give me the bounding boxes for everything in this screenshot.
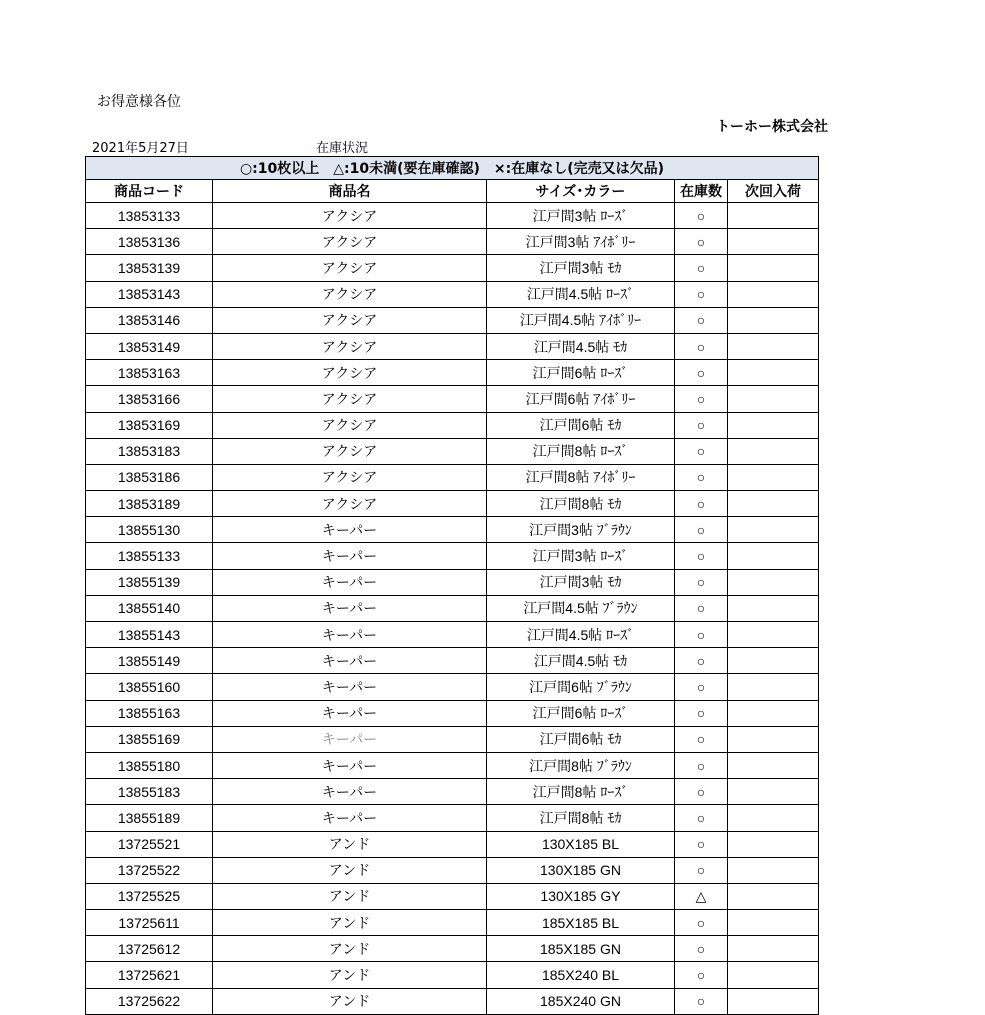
next-arrival-cell bbox=[728, 674, 819, 700]
product-name-cell: キーパー bbox=[213, 726, 487, 752]
size-color-cell: 江戸間4.5帖 ﾌﾞﾗｳﾝ bbox=[487, 595, 675, 621]
product-code-cell: 13855160 bbox=[86, 674, 213, 700]
next-arrival-cell bbox=[728, 726, 819, 752]
next-arrival-cell bbox=[728, 543, 819, 569]
stock-status-cell: ○ bbox=[675, 491, 728, 517]
table-row bbox=[86, 333, 819, 359]
stock-status-cell: ○ bbox=[675, 438, 728, 464]
product-name-cell: キーパー bbox=[213, 648, 487, 674]
next-arrival-cell bbox=[728, 700, 819, 726]
product-name-cell: アクシア bbox=[213, 281, 487, 307]
size-color-cell: 江戸間6帖 ﾛｰｽﾞ bbox=[487, 360, 675, 386]
table-row bbox=[86, 360, 819, 386]
stock-status-cell: ○ bbox=[675, 333, 728, 359]
stock-status-cell: ○ bbox=[675, 805, 728, 831]
product-code-cell: 13855163 bbox=[86, 700, 213, 726]
table-row bbox=[86, 595, 819, 621]
product-name-cell: アクシア bbox=[213, 203, 487, 229]
product-name-cell: アクシア bbox=[213, 464, 487, 490]
product-name-cell: キーパー bbox=[213, 543, 487, 569]
size-color-cell: 江戸間3帖 ﾌﾞﾗｳﾝ bbox=[487, 517, 675, 543]
next-arrival-cell bbox=[728, 203, 819, 229]
next-arrival-cell bbox=[728, 517, 819, 543]
next-arrival-cell bbox=[728, 307, 819, 333]
product-name-cell: アクシア bbox=[213, 229, 487, 255]
product-name-cell: キーパー bbox=[213, 622, 487, 648]
column-header-code: 商品コード bbox=[86, 180, 213, 203]
product-name-cell: アクシア bbox=[213, 386, 487, 412]
product-name-cell: キーパー bbox=[213, 569, 487, 595]
product-code-cell: 13725522 bbox=[86, 857, 213, 883]
product-name-cell: アンド bbox=[213, 936, 487, 962]
next-arrival-cell bbox=[728, 595, 819, 621]
product-name-cell: アンド bbox=[213, 988, 487, 1014]
product-code-cell: 13853136 bbox=[86, 229, 213, 255]
next-arrival-cell bbox=[728, 255, 819, 281]
product-code-cell: 13853139 bbox=[86, 255, 213, 281]
product-code-cell: 13853169 bbox=[86, 412, 213, 438]
table-row bbox=[86, 962, 819, 988]
table-row bbox=[86, 622, 819, 648]
table-row bbox=[86, 857, 819, 883]
stock-status-cell: ○ bbox=[675, 674, 728, 700]
size-color-cell: 江戸間6帖 ﾌﾞﾗｳﾝ bbox=[487, 674, 675, 700]
product-name-cell: キーパー bbox=[213, 805, 487, 831]
product-code-cell: 13853186 bbox=[86, 464, 213, 490]
product-name-cell: キーパー bbox=[213, 700, 487, 726]
product-name-cell: アクシア bbox=[213, 255, 487, 281]
company-name: トーホー株式会社 bbox=[716, 119, 828, 135]
product-code-cell: 13853133 bbox=[86, 203, 213, 229]
next-arrival-cell bbox=[728, 779, 819, 805]
stock-status-cell: ○ bbox=[675, 595, 728, 621]
product-name-cell: キーパー bbox=[213, 752, 487, 778]
size-color-cell: 185X185 GN bbox=[487, 936, 675, 962]
product-name-cell: キーパー bbox=[213, 674, 487, 700]
next-arrival-cell bbox=[728, 438, 819, 464]
product-code-cell: 13855183 bbox=[86, 779, 213, 805]
column-header-next-arrival: 次回入荷 bbox=[728, 180, 819, 203]
size-color-cell: 130X185 GN bbox=[487, 857, 675, 883]
stock-status-cell: ○ bbox=[675, 229, 728, 255]
next-arrival-cell bbox=[728, 857, 819, 883]
table-row bbox=[86, 779, 819, 805]
size-color-cell: 江戸間6帖 ｱｲﾎﾞﾘｰ bbox=[487, 386, 675, 412]
next-arrival-cell bbox=[728, 333, 819, 359]
product-name-cell: アンド bbox=[213, 883, 487, 909]
stock-status-cell: ○ bbox=[675, 988, 728, 1014]
next-arrival-cell bbox=[728, 412, 819, 438]
size-color-cell: 130X185 GY bbox=[487, 883, 675, 909]
size-color-cell: 江戸間3帖 ﾓｶ bbox=[487, 255, 675, 281]
size-color-cell: 江戸間3帖 ﾛｰｽﾞ bbox=[487, 203, 675, 229]
stock-status-cell: ○ bbox=[675, 752, 728, 778]
table-row bbox=[86, 831, 819, 857]
next-arrival-cell bbox=[728, 883, 819, 909]
stock-status-cell: ○ bbox=[675, 517, 728, 543]
product-code-cell: 13853149 bbox=[86, 333, 213, 359]
product-name-cell: アンド bbox=[213, 962, 487, 988]
product-name-cell: キーパー bbox=[213, 779, 487, 805]
next-arrival-cell bbox=[728, 648, 819, 674]
stock-status-cell: ○ bbox=[675, 464, 728, 490]
next-arrival-cell bbox=[728, 386, 819, 412]
next-arrival-cell bbox=[728, 622, 819, 648]
greeting-text: お得意様各位 bbox=[97, 94, 181, 110]
product-code-cell: 13855143 bbox=[86, 622, 213, 648]
next-arrival-cell bbox=[728, 831, 819, 857]
stock-status-cell: △ bbox=[675, 883, 728, 909]
size-color-cell: 江戸間3帖 ﾓｶ bbox=[487, 569, 675, 595]
next-arrival-cell bbox=[728, 360, 819, 386]
table-row bbox=[86, 883, 819, 909]
table-row bbox=[86, 412, 819, 438]
table-row bbox=[86, 936, 819, 962]
table-row bbox=[86, 752, 819, 778]
stock-status-cell: ○ bbox=[675, 910, 728, 936]
table-row bbox=[86, 674, 819, 700]
size-color-cell: 江戸間4.5帖 ｱｲﾎﾞﾘｰ bbox=[487, 307, 675, 333]
next-arrival-cell bbox=[728, 910, 819, 936]
size-color-cell: 130X185 BL bbox=[487, 831, 675, 857]
product-name-cell: アンド bbox=[213, 831, 487, 857]
size-color-cell: 江戸間3帖 ﾛｰｽﾞ bbox=[487, 543, 675, 569]
product-code-cell: 13725525 bbox=[86, 883, 213, 909]
table-row bbox=[86, 910, 819, 936]
column-header-name: 商品名 bbox=[213, 180, 487, 203]
stock-status-cell: ○ bbox=[675, 648, 728, 674]
table-row bbox=[86, 464, 819, 490]
stock-status-cell: ○ bbox=[675, 831, 728, 857]
size-color-cell: 江戸間4.5帖 ﾛｰｽﾞ bbox=[487, 281, 675, 307]
legend-row bbox=[86, 157, 819, 180]
report-date: 2021年5月27日 bbox=[92, 141, 189, 156]
table-row bbox=[86, 805, 819, 831]
product-code-cell: 13725621 bbox=[86, 962, 213, 988]
column-header-size-color: サイズ･カラー bbox=[487, 180, 675, 203]
stock-status-cell: ○ bbox=[675, 936, 728, 962]
size-color-cell: 江戸間3帖 ｱｲﾎﾞﾘｰ bbox=[487, 229, 675, 255]
table-row bbox=[86, 517, 819, 543]
next-arrival-cell bbox=[728, 464, 819, 490]
product-code-cell: 13855140 bbox=[86, 595, 213, 621]
product-code-cell: 13855180 bbox=[86, 752, 213, 778]
column-header-stock: 在庫数 bbox=[675, 180, 728, 203]
stock-status-cell: ○ bbox=[675, 779, 728, 805]
next-arrival-cell bbox=[728, 491, 819, 517]
stock-status-cell: ○ bbox=[675, 307, 728, 333]
product-code-cell: 13853146 bbox=[86, 307, 213, 333]
stock-table bbox=[85, 156, 819, 1015]
next-arrival-cell bbox=[728, 936, 819, 962]
product-name-cell: キーパー bbox=[213, 517, 487, 543]
stock-status-cell: ○ bbox=[675, 857, 728, 883]
size-color-cell: 江戸間8帖 ﾛｰｽﾞ bbox=[487, 438, 675, 464]
table-row bbox=[86, 281, 819, 307]
product-name-cell: アクシア bbox=[213, 360, 487, 386]
report-title: 在庫状況 bbox=[316, 141, 369, 156]
stock-status-cell: ○ bbox=[675, 255, 728, 281]
size-color-cell: 江戸間4.5帖 ﾓｶ bbox=[487, 648, 675, 674]
size-color-cell: 江戸間6帖 ﾓｶ bbox=[487, 726, 675, 752]
table-row bbox=[86, 229, 819, 255]
product-name-cell: アクシア bbox=[213, 307, 487, 333]
next-arrival-cell bbox=[728, 229, 819, 255]
product-code-cell: 13725622 bbox=[86, 988, 213, 1014]
next-arrival-cell bbox=[728, 962, 819, 988]
product-code-cell: 13725521 bbox=[86, 831, 213, 857]
stock-status-cell: ○ bbox=[675, 360, 728, 386]
next-arrival-cell bbox=[728, 281, 819, 307]
size-color-cell: 江戸間8帖 ﾓｶ bbox=[487, 805, 675, 831]
stock-status-cell: ○ bbox=[675, 386, 728, 412]
table-row bbox=[86, 203, 819, 229]
product-code-cell: 13855189 bbox=[86, 805, 213, 831]
product-code-cell: 13855130 bbox=[86, 517, 213, 543]
stock-status-cell: ○ bbox=[675, 281, 728, 307]
size-color-cell: 江戸間4.5帖 ﾛｰｽﾞ bbox=[487, 622, 675, 648]
table-row bbox=[86, 386, 819, 412]
table-row bbox=[86, 700, 819, 726]
next-arrival-cell bbox=[728, 805, 819, 831]
stock-status-cell: ○ bbox=[675, 622, 728, 648]
product-name-cell: アクシア bbox=[213, 491, 487, 517]
legend-text: ○:10枚以上 △:10未満(要在庫確認) ×:在庫なし(完売又は欠品) bbox=[86, 157, 819, 180]
size-color-cell: 江戸間6帖 ﾛｰｽﾞ bbox=[487, 700, 675, 726]
size-color-cell: 江戸間8帖 ﾌﾞﾗｳﾝ bbox=[487, 752, 675, 778]
table-row bbox=[86, 491, 819, 517]
table-row bbox=[86, 543, 819, 569]
stock-status-cell: ○ bbox=[675, 203, 728, 229]
table-row bbox=[86, 569, 819, 595]
stock-status-cell: ○ bbox=[675, 569, 728, 595]
product-code-cell: 13855169 bbox=[86, 726, 213, 752]
table-header-row bbox=[86, 180, 819, 203]
stock-status-cell: ○ bbox=[675, 412, 728, 438]
product-name-cell: アクシア bbox=[213, 438, 487, 464]
product-code-cell: 13853183 bbox=[86, 438, 213, 464]
product-name-cell: アクシア bbox=[213, 412, 487, 438]
product-name-cell: キーパー bbox=[213, 595, 487, 621]
size-color-cell: 185X185 BL bbox=[487, 910, 675, 936]
product-name-cell: アンド bbox=[213, 857, 487, 883]
product-code-cell: 13855139 bbox=[86, 569, 213, 595]
product-code-cell: 13855133 bbox=[86, 543, 213, 569]
stock-status-cell: ○ bbox=[675, 543, 728, 569]
product-code-cell: 13853189 bbox=[86, 491, 213, 517]
table-row bbox=[86, 255, 819, 281]
size-color-cell: 江戸間4.5帖 ﾓｶ bbox=[487, 333, 675, 359]
stock-status-cell: ○ bbox=[675, 962, 728, 988]
table-row bbox=[86, 726, 819, 752]
next-arrival-cell bbox=[728, 752, 819, 778]
size-color-cell: 185X240 GN bbox=[487, 988, 675, 1014]
product-code-cell: 13855149 bbox=[86, 648, 213, 674]
size-color-cell: 江戸間8帖 ｱｲﾎﾞﾘｰ bbox=[487, 464, 675, 490]
size-color-cell: 江戸間8帖 ﾛｰｽﾞ bbox=[487, 779, 675, 805]
stock-status-cell: ○ bbox=[675, 700, 728, 726]
table-row bbox=[86, 438, 819, 464]
product-code-cell: 13725612 bbox=[86, 936, 213, 962]
next-arrival-cell bbox=[728, 988, 819, 1014]
table-row bbox=[86, 648, 819, 674]
size-color-cell: 江戸間8帖 ﾓｶ bbox=[487, 491, 675, 517]
product-code-cell: 13853166 bbox=[86, 386, 213, 412]
next-arrival-cell bbox=[728, 569, 819, 595]
product-code-cell: 13853163 bbox=[86, 360, 213, 386]
product-name-cell: アクシア bbox=[213, 333, 487, 359]
table-row bbox=[86, 988, 819, 1014]
table-row bbox=[86, 307, 819, 333]
size-color-cell: 江戸間6帖 ﾓｶ bbox=[487, 412, 675, 438]
product-code-cell: 13725611 bbox=[86, 910, 213, 936]
product-name-cell: アンド bbox=[213, 910, 487, 936]
stock-status-cell: ○ bbox=[675, 726, 728, 752]
product-code-cell: 13853143 bbox=[86, 281, 213, 307]
size-color-cell: 185X240 BL bbox=[487, 962, 675, 988]
